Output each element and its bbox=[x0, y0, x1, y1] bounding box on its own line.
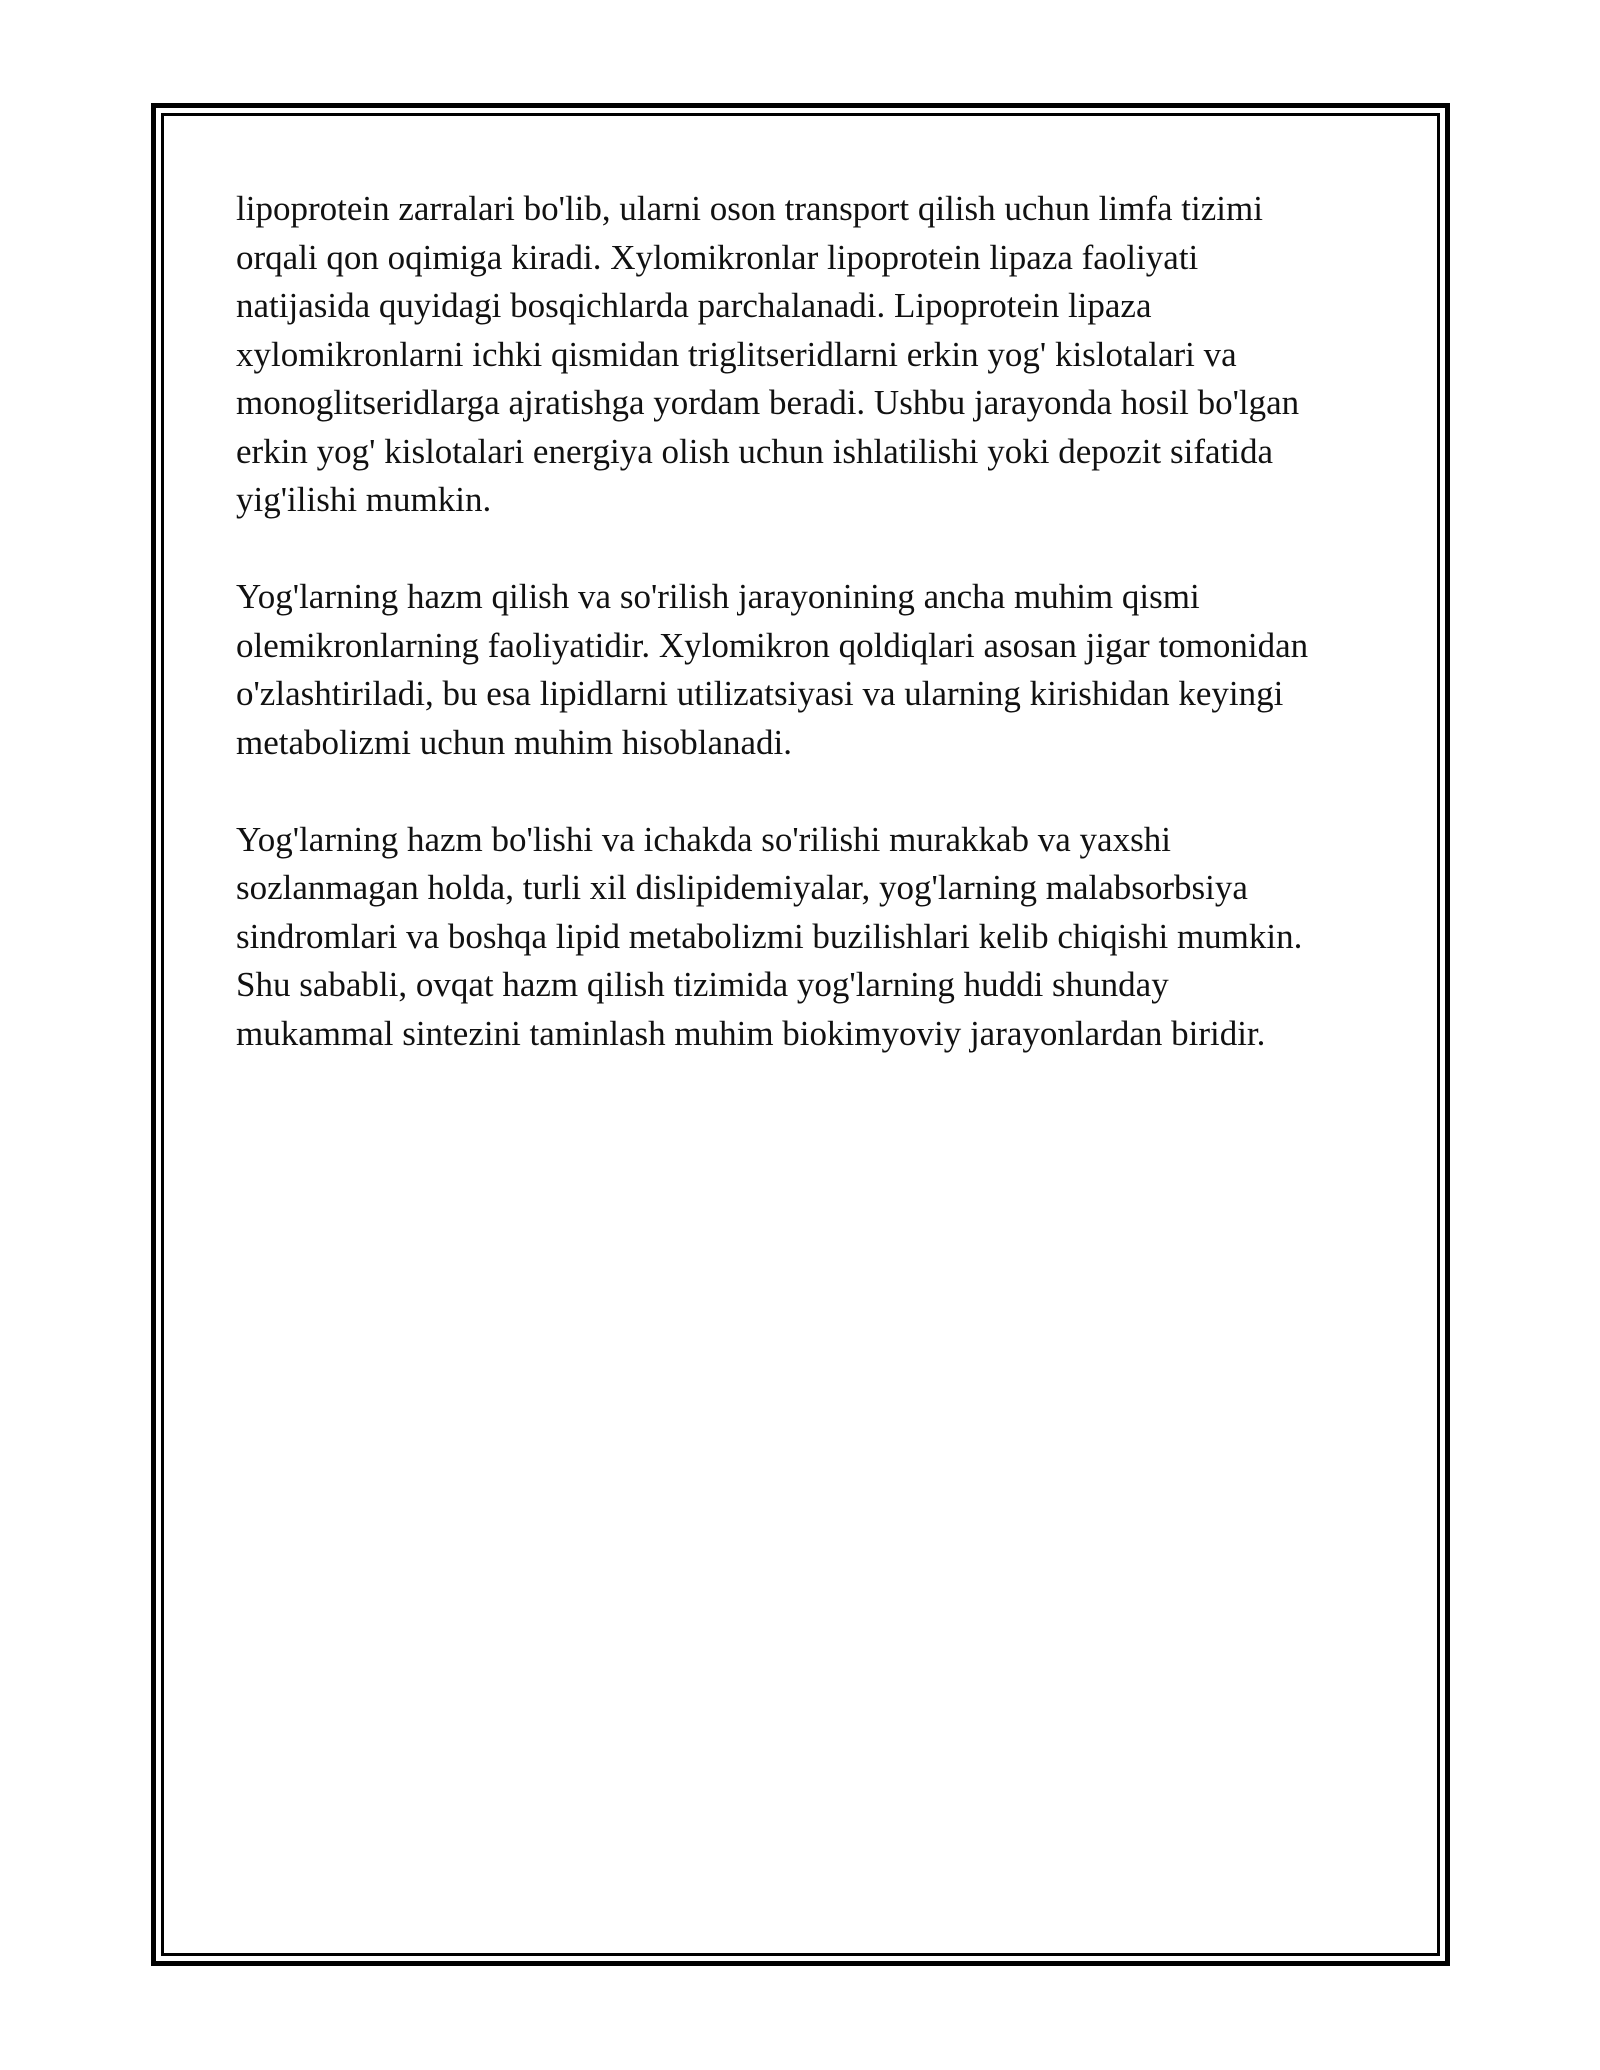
paragraph-chylomicron-breakdown: lipoprotein zarralari bo'lib, ularni oson transport qilish uchun limfa tizimi orqali qon oqimiga kiradi. Xylomikronlar lipoprotein lipaza faoliyati natijasida quyidagi bosqichlarda parchalanadi. Lipoprotein lipaza xylomikronlarni ichki qismidan triglitseridlarni erkin yog' kislotalari va monoglitseridlarga ajratishga yordam beradi. Ushbu jarayonda hosil bo'lgan erkin yog' kislotalari energiya olish uchun ishlatilishi yoki depozit sifatida yig'ilishi mumkin. bbox=[236, 189, 1300, 519]
paragraph-lipid-disorders: Yog'larning hazm bo'lishi va ichakda so'rilishi murakkab va yaxshi sozlanmagan holda, turli xil dislipidemiyalar, yog'larning malabsorbsiya sindromlari va boshqa lipid metabolizmi buzilishlari kelib chiqishi mumkin. Shu sababli, ovqat hazm qilish tizimida yog'larning huddi shunday mukammal sintezini taminlash muhim biokimyoviy jarayonlardan biridir. bbox=[236, 819, 1303, 1053]
document-body bbox=[236, 185, 1366, 1107]
paragraph-chylomicron-remnants: Yog'larning hazm qilish va so'rilish jarayonining ancha muhim qismi olemikronlarning faoliyatidir. Xylomikron qoldiqlari asosan jigar tomonidan o'zlashtiriladi, bu esa lipidlarni utilizatsiyasi va ularning kirishidan keyingi metabolizmi uchun muhim hisoblanadi. bbox=[236, 577, 1309, 762]
